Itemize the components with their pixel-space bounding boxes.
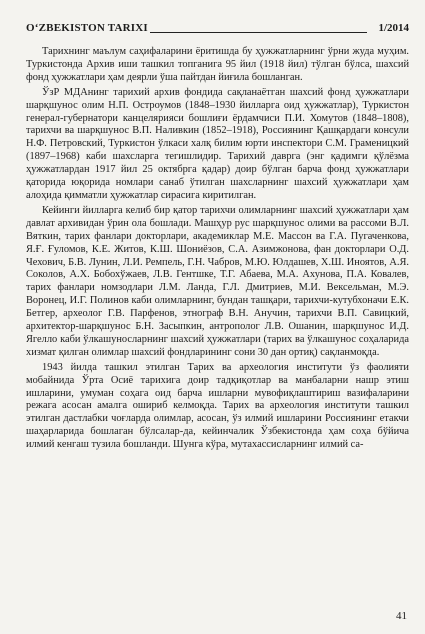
running-header	[26, 22, 409, 38]
header-rule	[150, 32, 367, 33]
issue-number: 1/2014	[378, 22, 409, 34]
paragraph-4: 1943 йилда ташкил этилган Тарих ва археология институти ўз фаолияти мобайнида Ўрта Осиё тарихига доир тадқиқотлар ва манбаларни нашр этиш ишларини, умуман соҳага оид барча ишларни мувофиқлаштириш вазифаларини режага асосан амалга ошириб келмоқда. Тарих ва археология институти ташкил этилган дастлабки чоғларда олимлар, асосан, ўз илмий ишларини Россиянинг етакчи шаҳарларида бошлаган бўлсалар-да, кейинчалик Ўзбекистонда ҳам соҳа бўйича илмий кенгаш тузила бошланди. Шунга кўра, мутахассисларнинг илмий са-	[26, 361, 409, 451]
paragraph-2: ЎзР МДАнинг тарихий архив фондида сақланаётган шахсий фонд ҳужжатлари шарқшунос олим Н.П. Остроумов (1848–1930 йилларга оид ҳужжатлар), Туркистон генерал-губернатори канцелярияси бошлиғи ёрдамчиси П.И. Хомутов (1848–1808), тарихчи ва шарқшунос В.П. Наливкин (1852–1918), Россиянинг Қашқардаги консули Н.Ф. Петровский, Туркистон ўлкаси халқ билим юрти инспектори С.М. Граменицкий (1897–1968) каби шахсларга тегишлидир. Тарихий даврга (энг қадимги қўлёзма ҳужжатлардан 1917 йил 25 октябрга қадар) доир бўлган барча фонд ҳужжатлари қаторида юқорида номлари санаб ўтилган шахсларнинг шахсий ҳужжатлари ҳам алоҳида қимматли ҳужжатлар сирасига киритилган.	[26, 86, 409, 201]
paragraph-1: Тарихнинг маълум саҳифаларини ёритишда бу ҳужжатларнинг ўрни жуда муҳим. Туркистонда Архив иши ташкил топганига 95 йил (1918 йил) тўлган бўлса, шахсий фонд ҳужжатлари ҳам деярли ўша пайтдан йиғила бошланган.	[26, 46, 409, 83]
journal-title: O‘ZBEKISTON TARIXI	[26, 22, 148, 34]
paragraph-3: Кейинги йилларга келиб бир қатор тарихчи олимларнинг шахсий ҳужжатлари ҳам давлат архивидан ўрин ола бошлади. Машҳур рус шарқшунос олими ва рассоми В.Л. Вяткин, тарих фанлари докторлари, академиклар М.Е. Массон ва Г.А. Пугаченкова, Я.Ғ. Ғуломов, К.Е. Житов, К.Ш. Шониёзов, С.А. Азимжонова, фан докторлари О.Д. Чехович, Б.В. Лунин, Л.И. Ремпель, Г.Н. Чабров, М.Ю. Юлдашев, Х.Ш. Иноятов, А.Я. Соколов, А.Х. Бобохўжаев, Л.В. Гентшке, Т.Г. Абаева, М.А. Ахунова, П.А. Ковалев, тарих фанлари номзодлари Л.М. Ланда, Г.Л. Дмитриев, М.И. Вексельман, М.Э. Воронец, И.Г. Полинов каби олимларнинг, бундан ташқари, тарихчи-кутубхоначи Е.К. Бетгер, археолог Г.В. Парфенов, этнограф В.Н. Анучин, тарихчи В.П. Савицкий, архитектор-шарқшунос Б.Н. Засыпкин, антрополог Л.В. Ошанин, шарқшунос И.Д. Ягелло каби ўлкашуносларнинг шахсий ҳужжатлари (тарих ва ўлкашунос соҳаларида хизмат қилган олимлар шахсий фондларининг сони 30 дан ортиқ) сақланмоқда.	[26, 204, 409, 358]
page-number: 41	[396, 610, 407, 622]
article-body	[26, 46, 409, 452]
